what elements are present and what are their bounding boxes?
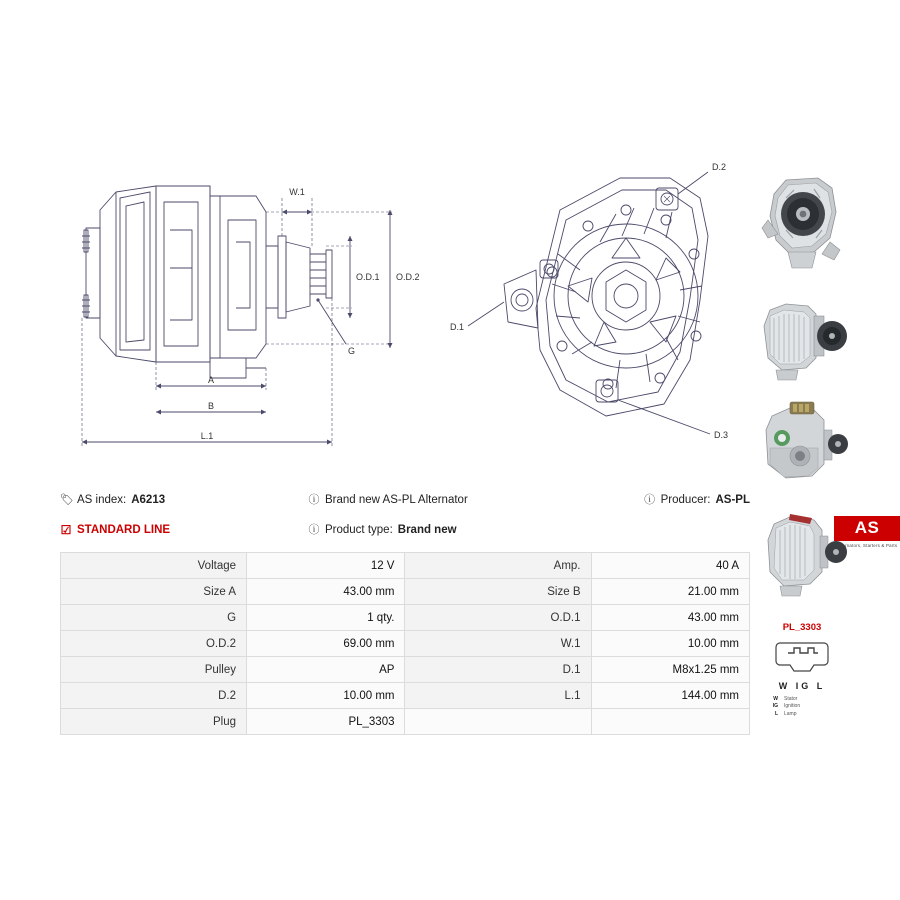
label-b: B	[207, 401, 215, 411]
plug-pin-desc: Stator	[784, 696, 798, 702]
technical-drawings	[60, 150, 750, 480]
specification-table	[60, 552, 750, 735]
alternator-drawing	[60, 150, 750, 480]
info-icon: ⓘ	[644, 494, 656, 506]
label-l1: L.1	[200, 431, 214, 441]
spec-label: O.D.2	[61, 631, 247, 657]
spec-value: 1 qty.	[247, 605, 405, 631]
producer-value: AS-PL	[715, 494, 750, 506]
product-photo-side[interactable]	[756, 286, 848, 388]
table-row	[61, 631, 750, 657]
info-icon: ⓘ	[308, 524, 320, 536]
spec-value: 12 V	[247, 553, 405, 579]
label-w1: W.1	[289, 187, 305, 197]
table-row	[61, 605, 750, 631]
plug-legend	[756, 696, 848, 718]
table-row	[61, 657, 750, 683]
product-type-label: Product type:	[325, 524, 393, 536]
plug-title: PL_3303	[782, 622, 822, 633]
label-od2: O.D.2	[396, 272, 420, 282]
plug-connector-icon	[774, 637, 830, 673]
spec-value: 144.00 mm	[591, 683, 750, 709]
plug-legend-row	[768, 696, 848, 703]
spec-value: 43.00 mm	[591, 605, 750, 631]
table-row	[61, 709, 750, 735]
as-index-value: A6213	[131, 494, 166, 506]
spec-label: Amp.	[405, 553, 591, 579]
plug-pin-desc: Lamp	[784, 710, 797, 717]
spec-empty-cell	[405, 709, 591, 735]
info-line-2	[60, 524, 750, 546]
label-a: A	[207, 375, 215, 385]
spec-value: 40 A	[591, 553, 750, 579]
table-row	[61, 553, 750, 579]
as-logo-mark	[834, 516, 900, 541]
spec-value: PL_3303	[247, 709, 405, 735]
spec-value: AP	[247, 657, 405, 683]
plug-pin: IG	[772, 703, 778, 710]
spec-value: 21.00 mm	[591, 579, 750, 605]
spec-label: Size B	[405, 579, 591, 605]
spec-label: O.D.1	[405, 605, 591, 631]
info-line-1	[60, 494, 750, 516]
plug-diagram	[756, 622, 848, 718]
as-pl-logo	[834, 516, 900, 548]
spec-value: M8x1.25 mm	[591, 657, 750, 683]
label-d1: D.1	[450, 322, 465, 332]
description-cell	[308, 494, 468, 506]
standard-line-label: STANDARD LINE	[77, 524, 171, 536]
producer-label: Producer:	[660, 494, 711, 506]
product-photo-rear[interactable]	[756, 394, 848, 496]
check-icon: ☑	[60, 523, 72, 537]
label-d3: D.3	[714, 430, 729, 440]
product-type-cell	[308, 524, 457, 536]
spec-value: 10.00 mm	[591, 631, 750, 657]
standard-line-cell	[60, 524, 170, 536]
label-d2: D.2	[712, 162, 727, 172]
product-info-row	[60, 494, 750, 546]
as-index-cell	[60, 494, 165, 506]
as-index-label: AS index:	[77, 494, 127, 506]
spec-label: Pulley	[61, 657, 247, 683]
spec-label: Plug	[61, 709, 247, 735]
spec-label: D.1	[405, 657, 591, 683]
plug-legend-row	[768, 703, 848, 710]
spec-label: D.2	[61, 683, 247, 709]
plug-pin-labels: W IG L	[778, 681, 826, 691]
spec-value: 69.00 mm	[247, 631, 405, 657]
spec-label: W.1	[405, 631, 591, 657]
as-logo-subtitle: Alternators, Starters & Parts	[836, 543, 898, 548]
spec-label: L.1	[405, 683, 591, 709]
spec-label: Size A	[61, 579, 247, 605]
product-photo-front[interactable]	[756, 168, 848, 280]
spec-label: G	[61, 605, 247, 631]
spec-value: 10.00 mm	[247, 683, 405, 709]
description-label: Brand new AS-PL Alternator	[325, 494, 468, 506]
label-od1: O.D.1	[356, 272, 380, 282]
spec-value: 43.00 mm	[247, 579, 405, 605]
label-g: G	[348, 346, 356, 356]
plug-pin: L	[774, 710, 778, 717]
spec-label: Voltage	[61, 553, 247, 579]
as-logo-text: AS	[854, 518, 880, 537]
product-type-value: Brand new	[397, 524, 457, 536]
plug-legend-row	[768, 711, 848, 718]
info-icon: ⓘ	[308, 494, 320, 506]
producer-cell	[644, 494, 750, 506]
table-row	[61, 579, 750, 605]
table-row	[61, 683, 750, 709]
plug-pin-desc: Ignition	[784, 703, 801, 710]
spec-empty-cell	[591, 709, 750, 735]
tag-icon: 🏷	[60, 494, 74, 506]
plug-pin: W	[773, 696, 778, 702]
